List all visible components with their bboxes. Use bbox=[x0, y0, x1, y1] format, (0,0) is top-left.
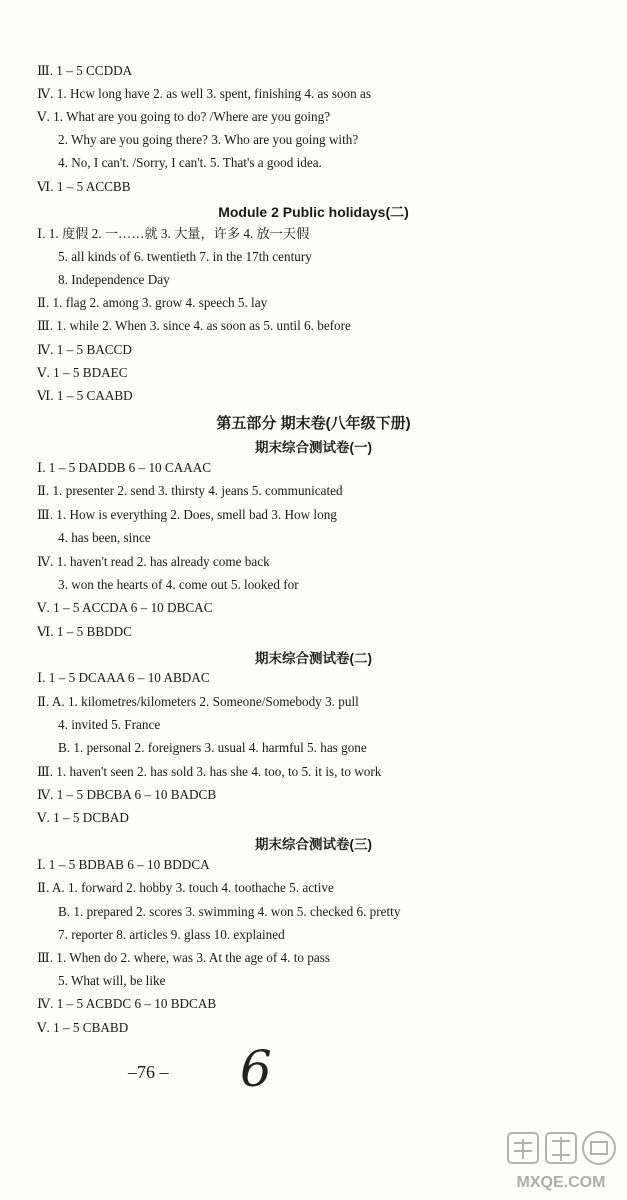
answer-line: Ⅱ. A. 1. kilometres/kilometers 2. Someone/Somebody 3. pull bbox=[37, 694, 359, 709]
answer-line: Ⅵ. 1 – 5 ACCBB bbox=[37, 179, 131, 194]
answer-line: Ⅱ. A. 1. forward 2. hobby 3. touch 4. toothache 5. active bbox=[37, 880, 334, 895]
answer-line: Ⅲ. 1 – 5 CCDDA bbox=[37, 63, 133, 78]
part-heading: 第五部分 期末卷(八年级下册) bbox=[216, 415, 411, 432]
answer-line: 4. No, I can't. /Sorry, I can't. 5. That's a good idea. bbox=[58, 155, 322, 170]
answer-line: Ⅳ. 1 – 5 BACCD bbox=[37, 342, 132, 357]
answer-line: Ⅳ. 1. haven't read 2. has already come back bbox=[37, 554, 270, 569]
answer-line: 3. won the hearts of 4. come out 5. looked for bbox=[58, 577, 299, 592]
watermark-site-text: MXQE.COM bbox=[516, 1174, 606, 1191]
answer-line: Ⅰ. 1. 度假 2. 一……就 3. 大量，许多 4. 放一天假 bbox=[37, 226, 310, 241]
page-number: –76 – bbox=[128, 1062, 169, 1082]
watermark-logo bbox=[502, 1125, 620, 1197]
answer-line: Ⅳ. 1. Hcw long have 2. as well 3. spent, finishing 4. as soon as bbox=[37, 86, 372, 101]
answer-line: 8. Independence Day bbox=[58, 272, 170, 287]
answer-line: Ⅵ. 1 – 5 CAABD bbox=[37, 388, 133, 403]
answer-line: Ⅲ. 1. while 2. When 3. since 4. as soon as 5. until 6. before bbox=[37, 318, 351, 333]
answer-line: B. 1. prepared 2. scores 3. swimming 4. won 5. checked 6. pretty bbox=[58, 904, 401, 919]
answer-line: Ⅴ. 1 – 5 DCBAD bbox=[37, 810, 129, 825]
answer-line: B. 1. personal 2. foreigners 3. usual 4. harmful 5. has gone bbox=[58, 740, 367, 755]
answer-line: Ⅰ. 1 – 5 DCAAA 6 – 10 ABDAC bbox=[37, 670, 210, 685]
exam-heading-2: 期末综合测试卷(二) bbox=[255, 651, 372, 666]
answer-line: Ⅲ. 1. How is everything 2. Does, smell bad 3. How long bbox=[37, 507, 337, 522]
answer-line: Ⅴ. 1. What are you going to do? /Where are you going? bbox=[37, 109, 331, 124]
exam-heading-3: 期末综合测试卷(三) bbox=[255, 837, 372, 852]
answer-line: Ⅱ. 1. flag 2. among 3. grow 4. speech 5. lay bbox=[37, 295, 268, 310]
module-heading: Module 2 Public holidays(二) bbox=[218, 204, 409, 220]
answer-line: 5. What will, be like bbox=[58, 973, 166, 988]
answer-line: 4. invited 5. France bbox=[58, 717, 161, 732]
answer-line: Ⅴ. 1 – 5 ACCDA 6 – 10 DBCAC bbox=[37, 600, 213, 615]
answer-line: Ⅲ. 1. haven't seen 2. has sold 3. has she 4. too, to 5. it is, to work bbox=[37, 764, 382, 779]
answer-line: Ⅴ. 1 – 5 BDAEC bbox=[37, 365, 128, 380]
answer-line: Ⅴ. 1 – 5 CBABD bbox=[37, 1020, 129, 1035]
answer-line: 4. has been, since bbox=[58, 530, 151, 545]
answer-line: Ⅳ. 1 – 5 ACBDC 6 – 10 BDCAB bbox=[37, 996, 217, 1011]
exam-heading-1: 期末综合测试卷(一) bbox=[255, 440, 372, 455]
answer-line: Ⅳ. 1 – 5 DBCBA 6 – 10 BADCB bbox=[37, 787, 217, 802]
answer-line: 7. reporter 8. articles 9. glass 10. explained bbox=[58, 927, 285, 942]
answer-line: Ⅲ. 1. When do 2. where, was 3. At the age of 4. to pass bbox=[37, 950, 331, 965]
answer-line: Ⅱ. 1. presenter 2. send 3. thirsty 4. jeans 5. communicated bbox=[37, 483, 343, 498]
answer-line: Ⅰ. 1 – 5 DADDB 6 – 10 CAAAC bbox=[37, 460, 212, 475]
handwritten-mark: 6 bbox=[240, 1040, 272, 1098]
answer-line: 2. Why are you going there? 3. Who are you going with? bbox=[58, 132, 359, 147]
answer-line: Ⅵ. 1 – 5 BBDDC bbox=[37, 624, 132, 639]
answer-line: 5. all kinds of 6. twentieth 7. in the 17th century bbox=[58, 249, 312, 264]
answer-line: Ⅰ. 1 – 5 BDBAB 6 – 10 BDDCA bbox=[37, 857, 210, 872]
